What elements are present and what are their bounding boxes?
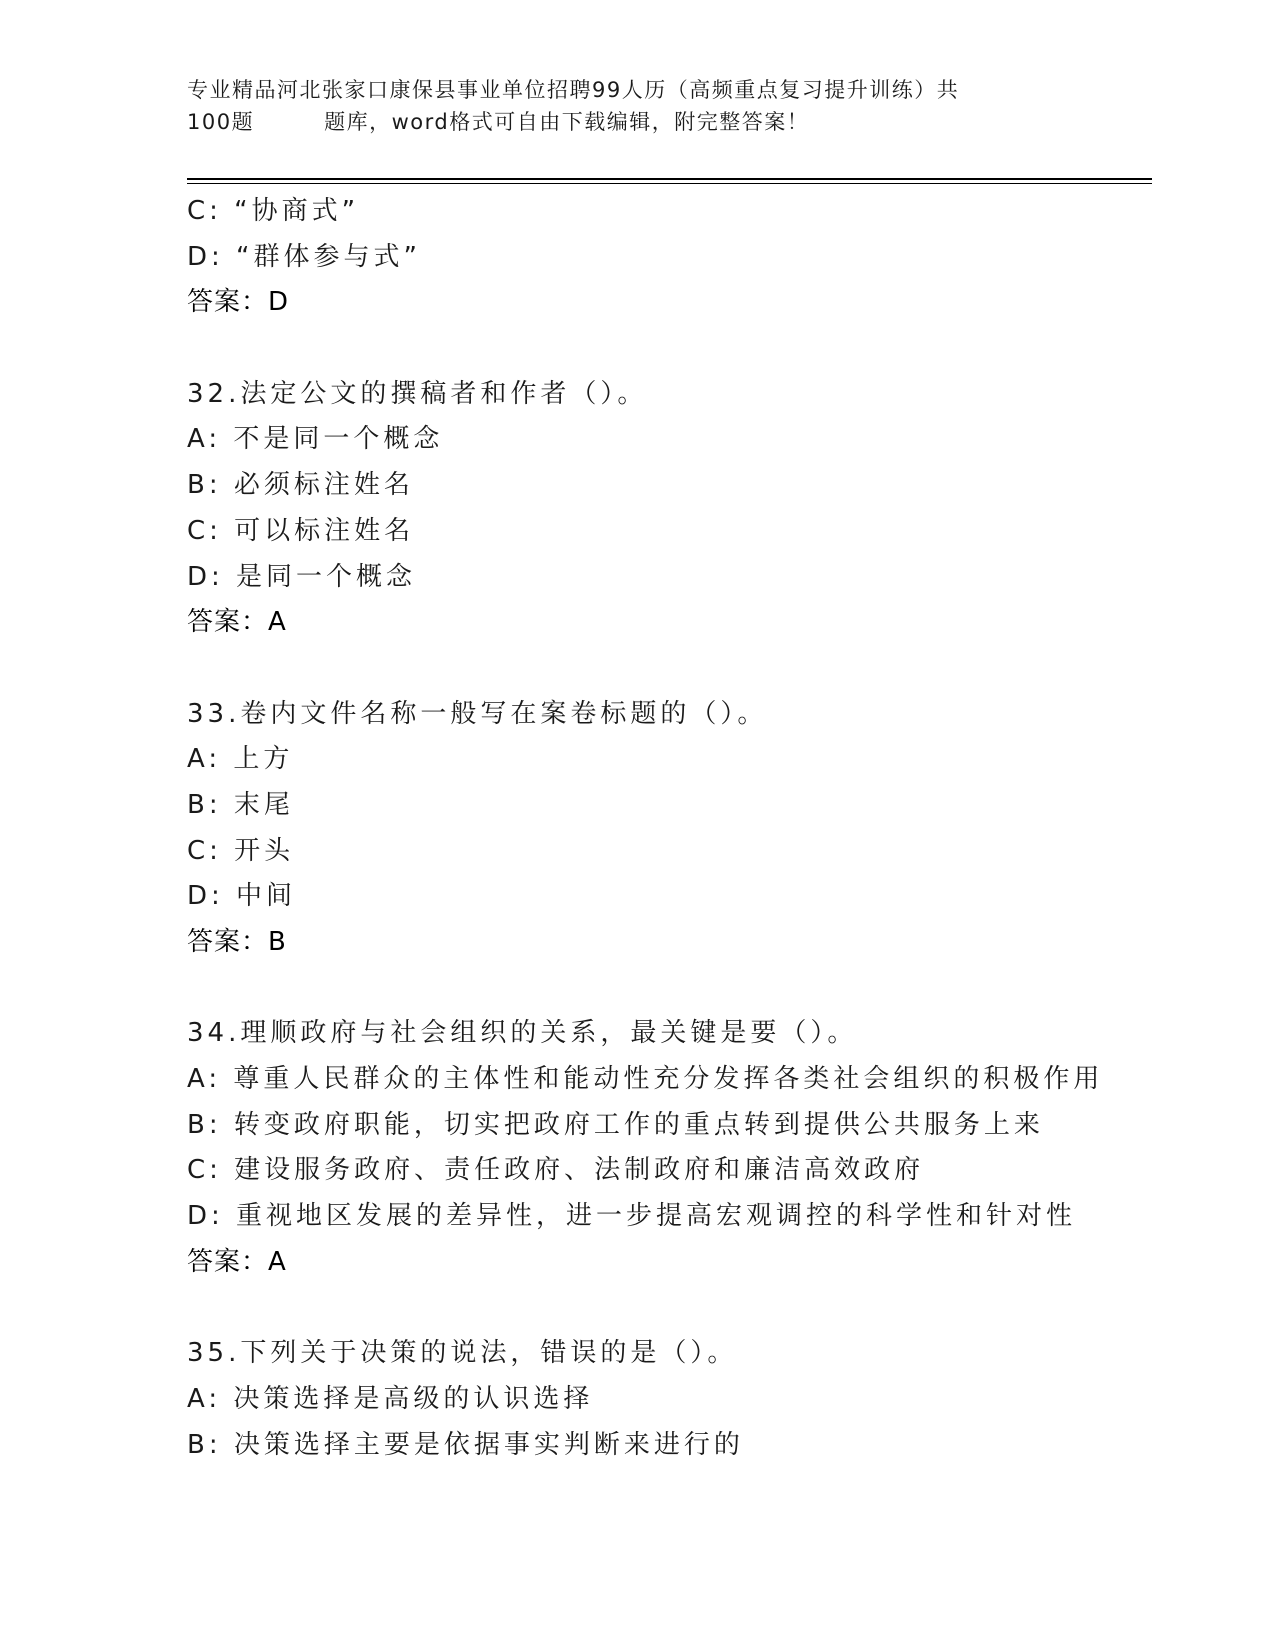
answer-line: 答案：A [187,1246,287,1277]
option-c: C: 建设服务政府、责任政府、法制政府和廉洁高效政府 [187,1155,925,1186]
option-d: D: 重视地区发展的差异性，进一步提高宏观调控的科学性和针对性 [187,1201,1077,1232]
header-title-line2 [187,106,1087,138]
question-stem: 33.卷内文件名称一般写在案卷标题的（）。 [187,698,768,729]
question-block-34 [187,1011,1147,1285]
option-a: A: 不是同一个概念 [187,424,444,455]
option-a: A: 尊重人民群众的主体性和能动性充分发挥各类社会组织的积极作用 [187,1064,1104,1095]
header-divider-thin [187,183,1152,184]
answer-line: 答案：A [187,607,287,638]
option-b: B: 决策选择主要是依据事实判断来进行的 [187,1429,744,1460]
question-stem: 32.法定公文的撰稿者和作者（）。 [187,378,648,409]
option-a: A: 上方 [187,744,294,775]
question-gap [187,1286,1147,1332]
option-c: C: 可以标注姓名 [187,515,415,546]
option-c: C: 开头 [187,835,295,866]
question-gap [187,646,1147,692]
option-a: A: 决策选择是高级的认识选择 [187,1383,594,1414]
question-gap [187,326,1147,372]
question-block-33 [187,692,1147,966]
question-gap [187,966,1147,1012]
header-title-line1: 专业精品河北张家口康保县事业单位招聘99人历（高频重点复习提升训练）共 [187,78,960,102]
option-b: B: 必须标注姓名 [187,470,414,501]
answer-line: 答案：B [187,927,287,957]
question-block-35 [187,1331,1147,1468]
question-block-32 [187,372,1147,646]
question-stem: 35.下列关于决策的说法，错误的是（）。 [187,1338,738,1369]
option-b: B: 转变政府职能，切实把政府工作的重点转到提供公共服务上来 [187,1109,1044,1140]
question-list [187,189,1147,1468]
option-d: D: “群体参与式” [187,241,421,272]
question-block-31-tail [187,189,1147,326]
question-stem: 34.理顺政府与社会组织的关系，最关键是要（）。 [187,1018,858,1049]
option-b: B: 末尾 [187,789,294,820]
answer-line: 答案：D [187,287,290,318]
option-c: C: “协商式” [187,196,360,226]
option-d: D: 是同一个概念 [187,561,417,592]
header-divider-thick [187,178,1152,180]
header-description: 题库，word格式可自由下载编辑，附完整答案！ [324,110,810,134]
option-d: D: 中间 [187,881,297,912]
document-header [187,74,1087,138]
header-question-count: 100题 [187,110,255,134]
